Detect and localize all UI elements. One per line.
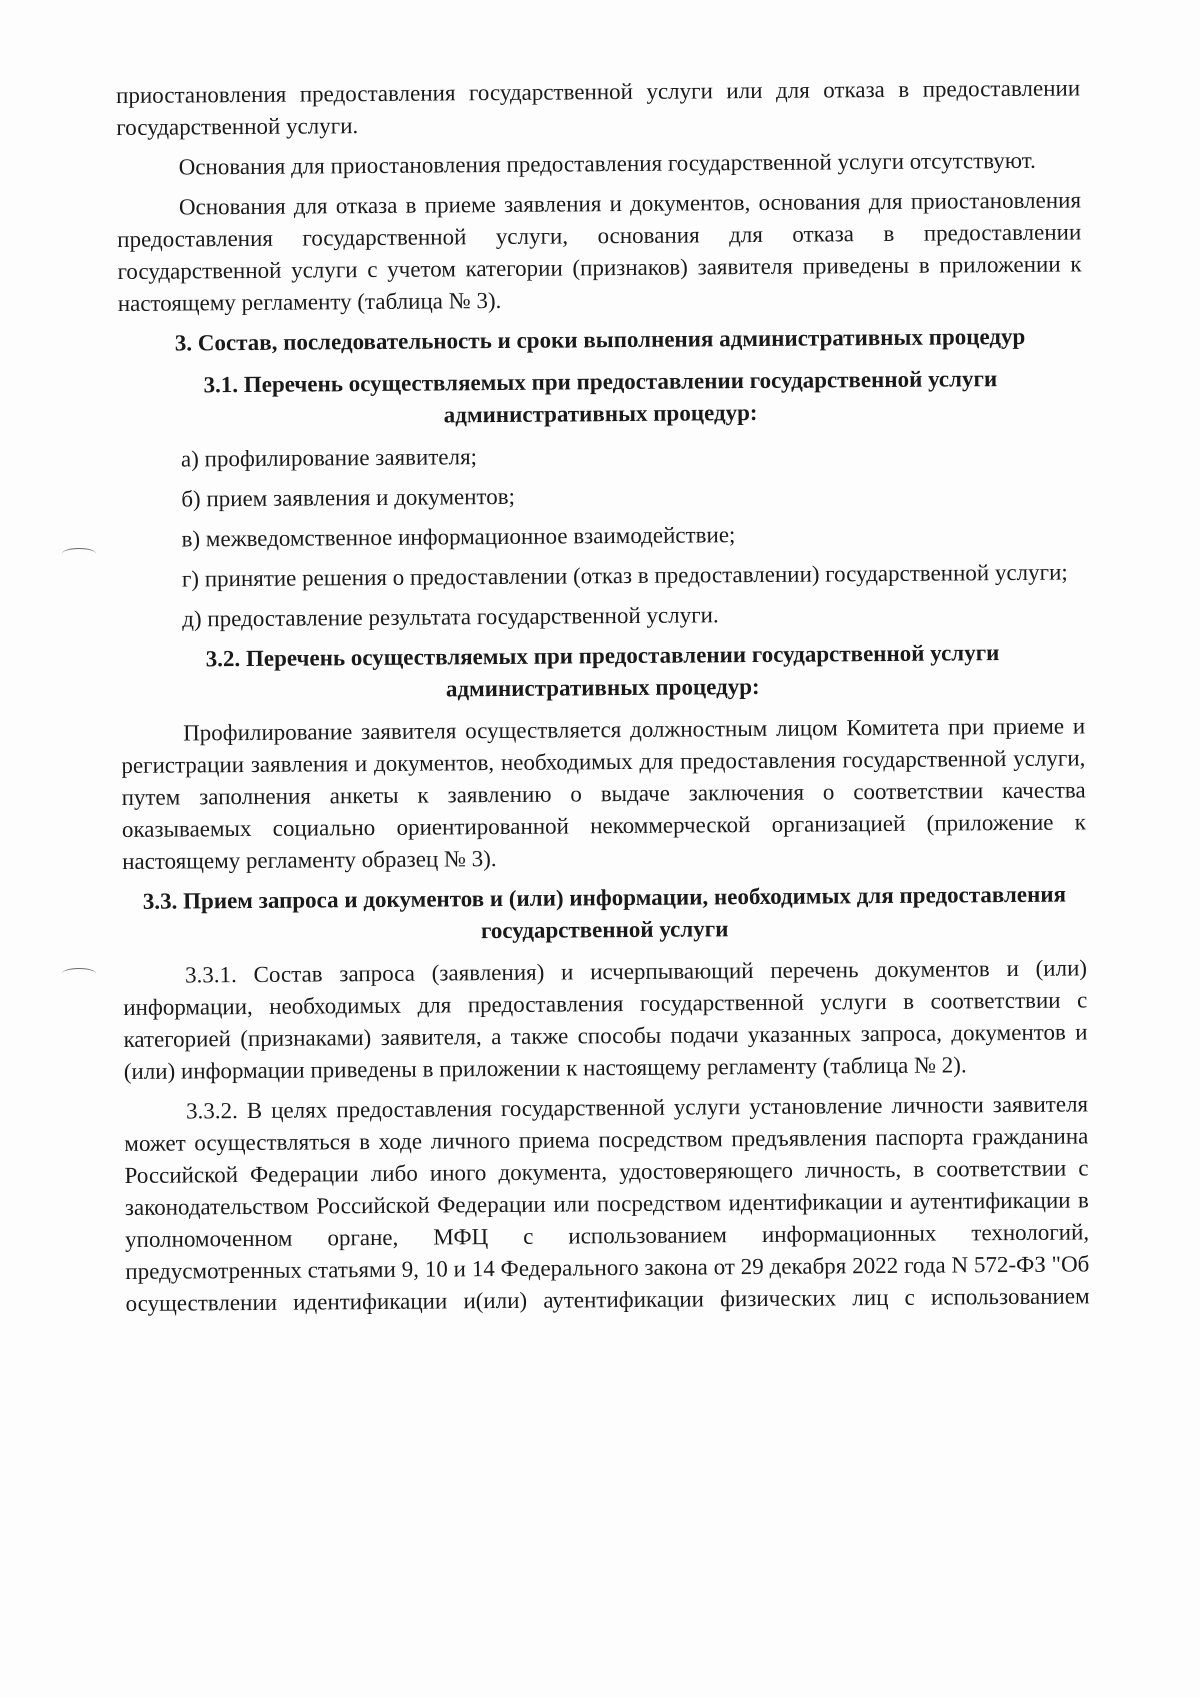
paragraph-refusal-grounds: Основания для отказа в приеме заявления и документов, основания для приостановления предоставления государственной услуги, основания для отказа в предоставлении государственной услуги с учетом категории (признаков) заявителя приведены в приложении к настоящему регламенту (таблица № 3). — [117, 187, 1082, 316]
section-3-3-2-text: 3.3.2. В целях предоставления государственной услуги установление личности заявителя может осуществляться в ходе личного приема посредством предъявления паспорта гражданина Российской Федерации либо иного документа, удостоверяющего личность, в соответствии с законодательством Российской Федерации или посредством идентификации и аутентификации в уполномоченном органе, МФЦ с использованием информационных технологий, предусмотренных статьями 9, 10 и 14 Федерального закона от 29 декабря 2022 года N 572-ФЗ "Об осуществлении идентификации и(или) аутентификации физических лиц с использованием — [124, 1091, 1090, 1316]
section-3-2-heading: 3.2. Перечень осуществляемых при предоставлении государственной услуги административных процедур: — [205, 640, 1000, 702]
section-3-3-heading: 3.3. Прием запроса и документов и (или) информации, необходимых для предоставления государственной услуги — [142, 881, 1067, 944]
procedure-item-v: в) межведомственное информационное взаимодействие; — [181, 522, 736, 552]
scan-artifact-mark — [62, 968, 96, 979]
paragraph-continuation: приостановления предоставления государственной услуги или для отказа в предоставлении государственной услуги. — [116, 75, 1081, 140]
procedure-item-d: д) предоставление результата государственной услуги. — [182, 602, 719, 632]
procedure-item-g: г) принятие решения о предоставлении (отказ в предоставлении) государственной услуги; — [181, 559, 1068, 592]
section-3-heading: 3. Состав, последовательность и сроки выполнения административных процедур — [174, 323, 1026, 356]
document-body — [116, 72, 1090, 1328]
section-3-1-heading: 3.1. Перечень осуществляемых при предоставлении государственной услуги административных процедур: — [203, 366, 998, 428]
procedure-item-a: а) профилирование заявителя; — [180, 444, 478, 472]
scan-artifact-mark — [62, 548, 96, 559]
paragraph-suspension-grounds: Основания для приостановления предоставления государственной услуги отсутствуют. — [178, 147, 1036, 180]
procedure-item-b: б) прием заявления и документов; — [181, 483, 516, 512]
section-3-2-text: Профилирование заявителя осуществляется должностным лицом Комитета при приеме и регистрации заявления и документов, необходимых для предоставления государственной услуги, путем заполнения анкеты к заявлению о выдаче заключения о соответствии качества оказываемых социально ориентированной некоммерческой организацией (приложение к настоящему регламенту образец № 3). — [121, 713, 1086, 874]
section-3-3-1-text: 3.3.1. Состав запроса (заявления) и исчерпывающий перечень документов и (или) информации, необходимых для предоставления государственной услуги в соответствии с категорией (признаками) заявителя, а также способы подачи указанных запроса, документов и (или) информации приведены в приложении к настоящему регламенту (таблица № 2). — [123, 955, 1088, 1084]
